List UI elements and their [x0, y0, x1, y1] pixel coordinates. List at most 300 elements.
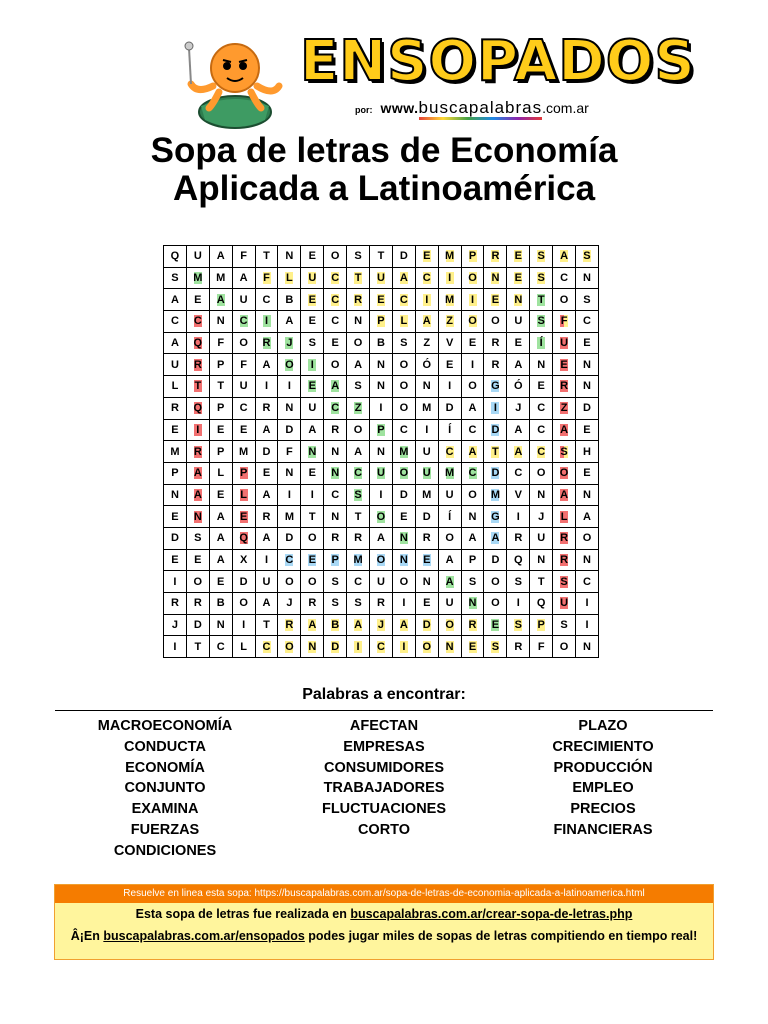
grid-cell[interactable]: I	[164, 636, 187, 658]
grid-cell[interactable]: A	[209, 289, 232, 311]
grid-cell[interactable]: M	[392, 441, 415, 463]
grid-cell[interactable]: A	[232, 267, 255, 289]
grid-cell[interactable]: L	[209, 462, 232, 484]
grid-cell[interactable]: Z	[415, 332, 438, 354]
grid-cell[interactable]: N	[484, 267, 507, 289]
grid-cell[interactable]: S	[576, 289, 599, 311]
grid-cell[interactable]: F	[232, 354, 255, 376]
grid-cell[interactable]: A	[255, 419, 278, 441]
grid-cell[interactable]: E	[484, 289, 507, 311]
grid-cell[interactable]: Q	[507, 549, 530, 571]
grid-cell[interactable]: F	[553, 311, 576, 333]
grid-cell[interactable]: C	[324, 289, 347, 311]
grid-cell[interactable]: R	[370, 593, 393, 615]
grid-cell[interactable]: U	[255, 571, 278, 593]
grid-cell[interactable]: R	[278, 614, 301, 636]
grid-cell[interactable]: R	[301, 593, 324, 615]
grid-cell[interactable]: N	[415, 376, 438, 398]
grid-cell[interactable]: U	[530, 527, 553, 549]
grid-cell[interactable]: D	[324, 636, 347, 658]
grid-cell[interactable]: C	[324, 484, 347, 506]
grid-cell[interactable]: U	[438, 484, 461, 506]
grid-cell[interactable]: Z	[347, 397, 370, 419]
grid-cell[interactable]: F	[232, 246, 255, 268]
grid-cell[interactable]: D	[415, 506, 438, 528]
grid-cell[interactable]: N	[164, 484, 187, 506]
grid-cell[interactable]: A	[301, 419, 324, 441]
grid-cell[interactable]: T	[347, 267, 370, 289]
grid-cell[interactable]: A	[553, 484, 576, 506]
grid-cell[interactable]: C	[232, 397, 255, 419]
grid-cell[interactable]: N	[370, 376, 393, 398]
grid-cell[interactable]: L	[164, 376, 187, 398]
grid-cell[interactable]: I	[278, 484, 301, 506]
grid-cell[interactable]: I	[370, 397, 393, 419]
grid-cell[interactable]: N	[186, 506, 209, 528]
grid-cell[interactable]: H	[576, 441, 599, 463]
grid-cell[interactable]: A	[255, 593, 278, 615]
grid-cell[interactable]: T	[255, 246, 278, 268]
grid-cell[interactable]: Í	[438, 419, 461, 441]
grid-cell[interactable]: J	[164, 614, 187, 636]
grid-cell[interactable]: T	[347, 506, 370, 528]
grid-cell[interactable]: P	[461, 549, 484, 571]
grid-cell[interactable]: C	[278, 549, 301, 571]
grid-cell[interactable]: F	[530, 636, 553, 658]
grid-cell[interactable]: Q	[164, 246, 187, 268]
grid-cell[interactable]: U	[438, 593, 461, 615]
grid-cell[interactable]: C	[576, 311, 599, 333]
grid-cell[interactable]: C	[232, 311, 255, 333]
grid-cell[interactable]: A	[415, 311, 438, 333]
grid-cell[interactable]: S	[347, 593, 370, 615]
grid-cell[interactable]: N	[324, 441, 347, 463]
grid-cell[interactable]: C	[370, 636, 393, 658]
grid-cell[interactable]: E	[186, 549, 209, 571]
grid-cell[interactable]: I	[461, 289, 484, 311]
grid-cell[interactable]: N	[438, 636, 461, 658]
grid-cell[interactable]: O	[438, 527, 461, 549]
grid-cell[interactable]: R	[553, 527, 576, 549]
grid-cell[interactable]: Q	[232, 527, 255, 549]
grid-cell[interactable]: U	[186, 246, 209, 268]
grid-cell[interactable]: C	[255, 636, 278, 658]
grid-cell[interactable]: D	[484, 462, 507, 484]
grid-cell[interactable]: I	[438, 267, 461, 289]
grid-cell[interactable]: R	[461, 614, 484, 636]
grid-cell[interactable]: E	[576, 419, 599, 441]
ensopados-link[interactable]: buscapalabras.com.ar/ensopados	[103, 929, 305, 943]
grid-cell[interactable]: I	[255, 549, 278, 571]
grid-cell[interactable]: J	[507, 397, 530, 419]
grid-cell[interactable]: E	[301, 246, 324, 268]
grid-cell[interactable]: O	[392, 462, 415, 484]
grid-cell[interactable]: D	[232, 571, 255, 593]
grid-cell[interactable]: R	[186, 354, 209, 376]
grid-cell[interactable]: P	[324, 549, 347, 571]
grid-cell[interactable]: N	[347, 311, 370, 333]
grid-cell[interactable]: I	[347, 636, 370, 658]
grid-cell[interactable]: I	[438, 376, 461, 398]
grid-cell[interactable]: O	[415, 636, 438, 658]
grid-cell[interactable]: Z	[553, 397, 576, 419]
grid-cell[interactable]: B	[278, 289, 301, 311]
grid-cell[interactable]: R	[553, 549, 576, 571]
grid-cell[interactable]: X	[232, 549, 255, 571]
grid-cell[interactable]: I	[278, 376, 301, 398]
grid-cell[interactable]: N	[530, 549, 553, 571]
grid-cell[interactable]: C	[392, 419, 415, 441]
grid-cell[interactable]: O	[370, 549, 393, 571]
grid-cell[interactable]: N	[370, 354, 393, 376]
grid-cell[interactable]: A	[392, 614, 415, 636]
grid-cell[interactable]: P	[209, 354, 232, 376]
grid-cell[interactable]: E	[164, 549, 187, 571]
grid-cell[interactable]: D	[576, 397, 599, 419]
grid-cell[interactable]: R	[255, 332, 278, 354]
grid-cell[interactable]: Í	[438, 506, 461, 528]
grid-cell[interactable]: R	[484, 332, 507, 354]
grid-cell[interactable]: A	[347, 441, 370, 463]
grid-cell[interactable]: M	[209, 267, 232, 289]
grid-cell[interactable]: S	[576, 246, 599, 268]
grid-cell[interactable]: T	[484, 441, 507, 463]
grid-cell[interactable]: B	[370, 332, 393, 354]
grid-cell[interactable]: R	[507, 527, 530, 549]
grid-cell[interactable]: J	[530, 506, 553, 528]
grid-cell[interactable]: P	[232, 462, 255, 484]
grid-cell[interactable]: Ó	[507, 376, 530, 398]
grid-cell[interactable]: N	[278, 246, 301, 268]
grid-cell[interactable]: E	[301, 462, 324, 484]
grid-cell[interactable]: N	[530, 484, 553, 506]
grid-cell[interactable]: A	[461, 397, 484, 419]
grid-cell[interactable]: C	[461, 462, 484, 484]
grid-cell[interactable]: T	[209, 376, 232, 398]
grid-cell[interactable]: D	[164, 527, 187, 549]
grid-cell[interactable]: C	[530, 441, 553, 463]
grid-cell[interactable]: E	[301, 311, 324, 333]
grid-cell[interactable]: U	[370, 267, 393, 289]
grid-cell[interactable]: S	[347, 376, 370, 398]
grid-cell[interactable]: F	[255, 267, 278, 289]
grid-cell[interactable]: P	[164, 462, 187, 484]
grid-cell[interactable]: E	[392, 506, 415, 528]
grid-cell[interactable]: P	[370, 311, 393, 333]
word-search-grid[interactable]	[163, 245, 599, 658]
grid-cell[interactable]: L	[392, 311, 415, 333]
grid-cell[interactable]: J	[370, 614, 393, 636]
grid-cell[interactable]: A	[164, 332, 187, 354]
grid-cell[interactable]: Q	[186, 332, 209, 354]
grid-cell[interactable]: D	[484, 419, 507, 441]
grid-cell[interactable]: I	[415, 289, 438, 311]
grid-cell[interactable]: E	[324, 332, 347, 354]
grid-cell[interactable]: R	[415, 527, 438, 549]
grid-cell[interactable]: C	[209, 636, 232, 658]
grid-cell[interactable]: O	[461, 267, 484, 289]
grid-cell[interactable]: A	[186, 484, 209, 506]
grid-cell[interactable]: O	[347, 419, 370, 441]
grid-cell[interactable]: S	[186, 527, 209, 549]
grid-cell[interactable]: O	[392, 354, 415, 376]
grid-cell[interactable]: A	[553, 246, 576, 268]
grid-cell[interactable]: G	[484, 376, 507, 398]
grid-cell[interactable]: R	[164, 593, 187, 615]
grid-cell[interactable]: I	[461, 354, 484, 376]
grid-cell[interactable]: I	[301, 484, 324, 506]
grid-cell[interactable]: O	[278, 571, 301, 593]
grid-cell[interactable]: S	[301, 332, 324, 354]
grid-cell[interactable]: A	[507, 419, 530, 441]
grid-cell[interactable]: D	[415, 614, 438, 636]
grid-cell[interactable]: P	[209, 441, 232, 463]
grid-cell[interactable]: U	[553, 593, 576, 615]
grid-cell[interactable]: E	[164, 506, 187, 528]
grid-cell[interactable]: S	[392, 332, 415, 354]
grid-cell[interactable]: T	[530, 571, 553, 593]
grid-cell[interactable]: E	[507, 246, 530, 268]
grid-cell[interactable]: C	[553, 267, 576, 289]
grid-cell[interactable]: O	[438, 614, 461, 636]
grid-cell[interactable]: U	[553, 332, 576, 354]
grid-cell[interactable]: R	[484, 246, 507, 268]
grid-cell[interactable]: O	[278, 636, 301, 658]
grid-cell[interactable]: O	[301, 527, 324, 549]
grid-cell[interactable]: I	[164, 571, 187, 593]
grid-cell[interactable]: S	[507, 614, 530, 636]
grid-cell[interactable]: C	[438, 441, 461, 463]
grid-cell[interactable]: S	[347, 246, 370, 268]
grid-cell[interactable]: U	[232, 376, 255, 398]
grid-cell[interactable]: N	[461, 593, 484, 615]
grid-cell[interactable]: C	[530, 397, 553, 419]
grid-cell[interactable]: D	[186, 614, 209, 636]
grid-cell[interactable]: C	[186, 311, 209, 333]
grid-cell[interactable]: O	[461, 376, 484, 398]
grid-cell[interactable]: S	[164, 267, 187, 289]
grid-cell[interactable]: O	[530, 462, 553, 484]
grid-cell[interactable]: M	[186, 267, 209, 289]
grid-cell[interactable]: U	[370, 462, 393, 484]
grid-cell[interactable]: A	[255, 527, 278, 549]
grid-cell[interactable]: P	[530, 614, 553, 636]
grid-cell[interactable]: O	[347, 332, 370, 354]
grid-cell[interactable]: C	[164, 311, 187, 333]
grid-cell[interactable]: I	[232, 614, 255, 636]
grid-cell[interactable]: S	[324, 593, 347, 615]
grid-cell[interactable]: N	[324, 506, 347, 528]
grid-cell[interactable]: N	[392, 549, 415, 571]
grid-cell[interactable]: V	[507, 484, 530, 506]
grid-cell[interactable]: T	[255, 614, 278, 636]
grid-cell[interactable]: A	[209, 527, 232, 549]
grid-cell[interactable]: O	[576, 527, 599, 549]
grid-cell[interactable]: C	[324, 397, 347, 419]
grid-cell[interactable]: N	[370, 441, 393, 463]
grid-cell[interactable]: M	[278, 506, 301, 528]
grid-cell[interactable]: O	[461, 484, 484, 506]
grid-cell[interactable]: E	[576, 332, 599, 354]
grid-cell[interactable]: A	[347, 614, 370, 636]
grid-cell[interactable]: T	[186, 376, 209, 398]
grid-cell[interactable]: A	[209, 549, 232, 571]
grid-cell[interactable]: E	[484, 614, 507, 636]
grid-cell[interactable]: R	[347, 527, 370, 549]
grid-cell[interactable]: M	[438, 462, 461, 484]
grid-cell[interactable]: S	[461, 571, 484, 593]
grid-cell[interactable]: E	[507, 332, 530, 354]
grid-cell[interactable]: R	[324, 527, 347, 549]
grid-cell[interactable]: D	[278, 527, 301, 549]
grid-cell[interactable]: U	[301, 267, 324, 289]
grid-cell[interactable]: Ó	[415, 354, 438, 376]
grid-cell[interactable]: R	[507, 636, 530, 658]
grid-cell[interactable]: A	[301, 614, 324, 636]
grid-cell[interactable]: R	[164, 397, 187, 419]
grid-cell[interactable]: N	[576, 636, 599, 658]
grid-cell[interactable]: N	[301, 636, 324, 658]
grid-cell[interactable]: C	[507, 462, 530, 484]
grid-cell[interactable]: O	[553, 289, 576, 311]
grid-cell[interactable]: P	[461, 246, 484, 268]
grid-cell[interactable]: T	[370, 246, 393, 268]
grid-cell[interactable]: S	[507, 571, 530, 593]
grid-cell[interactable]: O	[484, 593, 507, 615]
grid-cell[interactable]: N	[576, 549, 599, 571]
grid-cell[interactable]: O	[232, 332, 255, 354]
grid-cell[interactable]: E	[507, 267, 530, 289]
grid-cell[interactable]: N	[576, 484, 599, 506]
grid-cell[interactable]: D	[392, 246, 415, 268]
grid-cell[interactable]: A	[255, 354, 278, 376]
grid-cell[interactable]: C	[255, 289, 278, 311]
grid-cell[interactable]: O	[392, 376, 415, 398]
grid-cell[interactable]: E	[164, 419, 187, 441]
grid-cell[interactable]: Q	[530, 593, 553, 615]
grid-cell[interactable]: E	[553, 354, 576, 376]
grid-cell[interactable]: A	[164, 289, 187, 311]
grid-cell[interactable]: V	[438, 332, 461, 354]
grid-cell[interactable]: A	[255, 484, 278, 506]
grid-cell[interactable]: S	[530, 246, 553, 268]
grid-cell[interactable]: A	[370, 527, 393, 549]
grid-cell[interactable]: M	[164, 441, 187, 463]
grid-cell[interactable]: O	[324, 246, 347, 268]
grid-cell[interactable]: I	[255, 311, 278, 333]
grid-cell[interactable]: I	[484, 397, 507, 419]
grid-cell[interactable]: C	[576, 571, 599, 593]
grid-cell[interactable]: A	[324, 376, 347, 398]
grid-cell[interactable]: L	[278, 267, 301, 289]
grid-cell[interactable]: O	[186, 571, 209, 593]
grid-cell[interactable]: A	[553, 419, 576, 441]
grid-cell[interactable]: A	[461, 527, 484, 549]
grid-cell[interactable]: E	[461, 332, 484, 354]
grid-cell[interactable]: I	[576, 593, 599, 615]
grid-cell[interactable]: N	[278, 462, 301, 484]
grid-cell[interactable]: S	[324, 571, 347, 593]
grid-cell[interactable]: I	[301, 354, 324, 376]
grid-cell[interactable]: N	[392, 527, 415, 549]
grid-cell[interactable]: O	[484, 311, 507, 333]
grid-cell[interactable]: R	[484, 354, 507, 376]
grid-cell[interactable]: D	[484, 549, 507, 571]
grid-cell[interactable]: E	[530, 376, 553, 398]
grid-cell[interactable]: I	[255, 376, 278, 398]
grid-cell[interactable]: D	[438, 397, 461, 419]
grid-cell[interactable]: E	[255, 462, 278, 484]
grid-cell[interactable]: C	[415, 267, 438, 289]
grid-cell[interactable]: I	[392, 636, 415, 658]
grid-cell[interactable]: E	[209, 484, 232, 506]
grid-cell[interactable]: E	[209, 571, 232, 593]
grid-cell[interactable]: C	[347, 462, 370, 484]
grid-cell[interactable]: E	[232, 506, 255, 528]
grid-cell[interactable]: J	[278, 332, 301, 354]
grid-cell[interactable]: E	[209, 419, 232, 441]
grid-cell[interactable]: R	[255, 397, 278, 419]
grid-cell[interactable]: Í	[530, 332, 553, 354]
grid-cell[interactable]: J	[278, 593, 301, 615]
grid-cell[interactable]: C	[461, 419, 484, 441]
grid-cell[interactable]: E	[301, 549, 324, 571]
grid-cell[interactable]: I	[507, 593, 530, 615]
grid-cell[interactable]: N	[301, 441, 324, 463]
grid-cell[interactable]: N	[415, 571, 438, 593]
grid-cell[interactable]: B	[324, 614, 347, 636]
grid-cell[interactable]: O	[392, 571, 415, 593]
grid-cell[interactable]: S	[347, 484, 370, 506]
grid-cell[interactable]: A	[392, 267, 415, 289]
grid-cell[interactable]: C	[392, 289, 415, 311]
grid-cell[interactable]: T	[530, 289, 553, 311]
grid-cell[interactable]: U	[507, 311, 530, 333]
grid-cell[interactable]: D	[255, 441, 278, 463]
grid-cell[interactable]: A	[484, 527, 507, 549]
grid-cell[interactable]: E	[576, 462, 599, 484]
grid-cell[interactable]: N	[576, 267, 599, 289]
grid-cell[interactable]: R	[553, 376, 576, 398]
grid-cell[interactable]: A	[576, 506, 599, 528]
grid-cell[interactable]: A	[209, 246, 232, 268]
grid-cell[interactable]: M	[438, 289, 461, 311]
grid-cell[interactable]: F	[278, 441, 301, 463]
grid-cell[interactable]: I	[507, 506, 530, 528]
grid-cell[interactable]: U	[301, 397, 324, 419]
grid-cell[interactable]: C	[324, 311, 347, 333]
grid-cell[interactable]: O	[484, 571, 507, 593]
grid-cell[interactable]: U	[164, 354, 187, 376]
grid-cell[interactable]: D	[278, 419, 301, 441]
grid-cell[interactable]: M	[347, 549, 370, 571]
grid-cell[interactable]: E	[438, 354, 461, 376]
grid-cell[interactable]: U	[232, 289, 255, 311]
grid-cell[interactable]: E	[370, 289, 393, 311]
grid-cell[interactable]: G	[484, 506, 507, 528]
grid-cell[interactable]: E	[415, 593, 438, 615]
grid-cell[interactable]: I	[576, 614, 599, 636]
grid-cell[interactable]: N	[278, 397, 301, 419]
grid-cell[interactable]: M	[438, 246, 461, 268]
grid-cell[interactable]: M	[484, 484, 507, 506]
grid-cell[interactable]: U	[415, 441, 438, 463]
grid-cell[interactable]: L	[553, 506, 576, 528]
grid-cell[interactable]: L	[232, 636, 255, 658]
grid-cell[interactable]: R	[186, 593, 209, 615]
grid-cell[interactable]: A	[507, 441, 530, 463]
create-puzzle-link[interactable]: buscapalabras.com.ar/crear-sopa-de-letras.php	[350, 907, 633, 921]
